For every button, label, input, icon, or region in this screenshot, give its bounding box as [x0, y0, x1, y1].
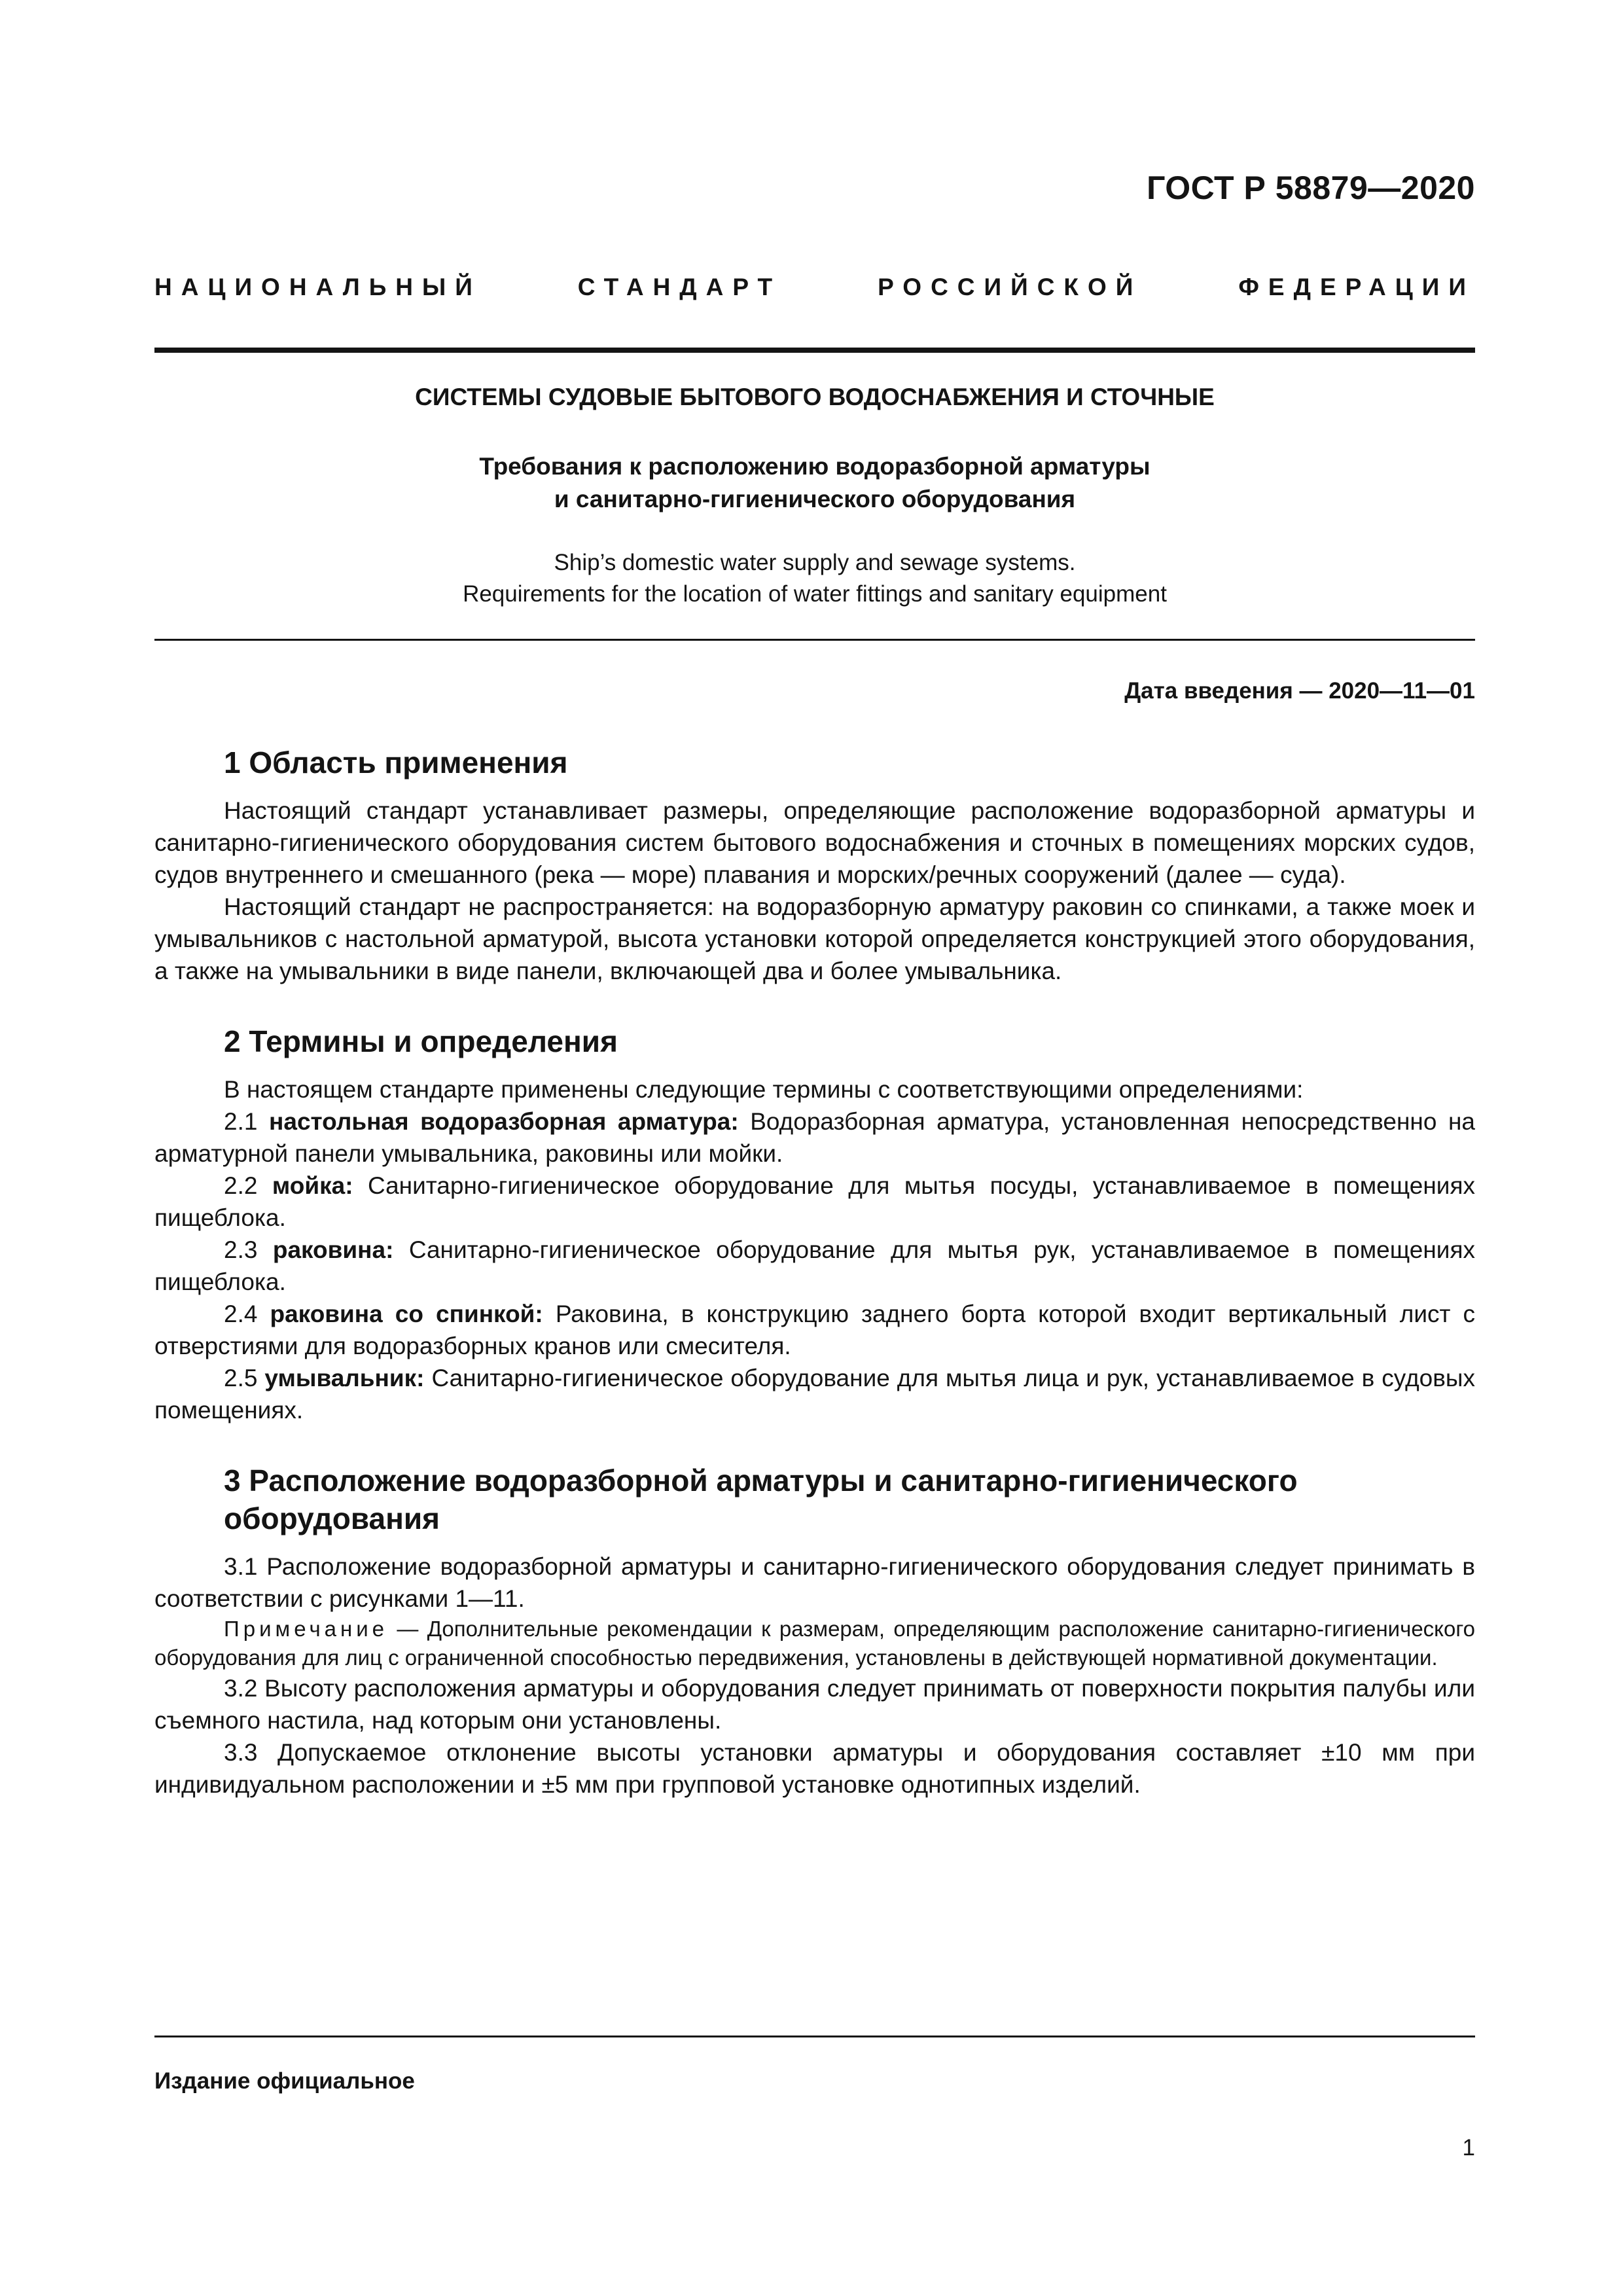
term-2-4 [154, 1298, 1475, 1362]
term-name: раковина: [272, 1236, 394, 1263]
term-name: настольная водоразборная арматура: [269, 1108, 739, 1135]
section-3-heading-line-1: 3 Расположение водоразборной арматуры и санитарно-гигиенического [224, 1463, 1298, 1498]
term-2-1 [154, 1105, 1475, 1170]
note-text: — Дополнительные рекомендации к размерам, определяющим расположение санитарно-гигиенического оборудования для лиц с ограниченной способностью передвижения, установлены в действующей нормативной документации. [154, 1617, 1475, 1670]
term-2-2 [154, 1170, 1475, 1234]
term-number: 2.1 [224, 1108, 270, 1135]
term-definition: Санитарно-гигиеническое оборудование для мытья лица и рук, устанавливаемое в судовых помещениях. [154, 1365, 1475, 1424]
official-edition-label: Издание официальное [154, 2068, 415, 2094]
note-label: Примечание [224, 1617, 389, 1641]
term-definition: Водоразборная арматура, установленная непосредственно на арматурной панели умывальника, раковины или мойки. [154, 1108, 1475, 1167]
section-1-heading: 1 Область применения [224, 745, 568, 780]
term-number: 2.3 [224, 1236, 273, 1263]
clause-3-1: 3.1 Расположение водоразборной арматуры и санитарно-гигиенического оборудования следует принимать в соответствии с рисунками 1—11. [154, 1553, 1475, 1612]
document-title: СИСТЕМЫ СУДОВЫЕ БЫТОВОГО ВОДОСНАБЖЕНИЯ И СТОЧНЫЕ [415, 384, 1215, 410]
document-body [154, 744, 1475, 1801]
section-gap [154, 1426, 1475, 1462]
english-title-line-1: Ship’s domestic water supply and sewage systems. [554, 550, 1076, 575]
section-2-heading: 2 Термины и определения [224, 1024, 618, 1058]
term-name: умывальник: [264, 1365, 425, 1391]
term-2-3 [154, 1234, 1475, 1298]
section-1-paragraph-2: Настоящий стандарт не распространяется: на водоразборную арматуру раковин со спинками, а также моек и умывальников с настольной арматурой, высота установки которой определяется конструкцией этого оборудования, а также на умывальники в виде панели, включающей два и более умывальника. [154, 893, 1475, 984]
section-2-intro: В настоящем стандарте применены следующие термины с соответствующими определениями: [224, 1076, 1304, 1103]
note [154, 1615, 1475, 1672]
term-number: 2.2 [224, 1172, 272, 1199]
clause-3-3: 3.3 Допускаемое отклонение высоты установки арматуры и оборудования составляет ±10 мм при индивидуальном расположении и ±5 мм при групповой установке однотипных изделий. [154, 1739, 1475, 1798]
page-number: 1 [1462, 2135, 1475, 2161]
term-definition: Санитарно-гигиеническое оборудование для мытья посуды, устанавливаемое в помещениях пищеблока. [154, 1172, 1475, 1231]
gost-number: ГОСТ Р 58879—2020 [1147, 170, 1475, 206]
header-thick-rule [154, 348, 1475, 353]
subtitle-line-1: Требования к расположению водоразборной арматуры [479, 453, 1150, 480]
term-2-5 [154, 1362, 1475, 1426]
document-subtitle [154, 450, 1475, 516]
national-standard-banner: НАЦИОНАЛЬНЫЙ СТАНДАРТ РОССИЙСКОЙ ФЕДЕРАЦИИ [154, 274, 1475, 300]
introduction-date: Дата введения — 2020—11—01 [1124, 678, 1475, 704]
title-bottom-rule [154, 639, 1475, 641]
section-gap [154, 987, 1475, 1022]
english-title-line-2: Requirements for the location of water fittings and sanitary equipment [463, 581, 1167, 607]
term-name: раковина со спинкой: [270, 1300, 543, 1327]
term-name: мойка: [272, 1172, 353, 1199]
section-1-paragraph-1: Настоящий стандарт устанавливает размеры, определяющие расположение водоразборной арматуры и санитарно-гигиенического оборудования систем бытового водоснабжения и сточных в помещениях морских судов, судов внутреннего и смешанного (река — море) плавания и морских/речных сооружений (далее — суда). [154, 797, 1475, 888]
section-3-heading [224, 1462, 1475, 1537]
term-definition: Раковина, в конструкцию заднего борта которой входит вертикальный лист с отверстиями для водоразборных кранов или смесителя. [154, 1300, 1476, 1359]
footer-rule [154, 2036, 1475, 2037]
english-title [154, 547, 1475, 610]
subtitle-line-2: и санитарно-гигиенического оборудования [554, 486, 1076, 512]
term-number: 2.5 [224, 1365, 265, 1391]
clause-3-2: 3.2 Высоту расположения арматуры и оборудования следует принимать от поверхности покрытия палубы или съемного настила, над которым они установлены. [154, 1675, 1475, 1734]
term-definition: Санитарно-гигиеническое оборудование для мытья рук, устанавливаемое в помещениях пищеблока. [154, 1236, 1475, 1295]
section-3-heading-line-2: оборудования [224, 1501, 440, 1535]
term-number: 2.4 [224, 1300, 270, 1327]
